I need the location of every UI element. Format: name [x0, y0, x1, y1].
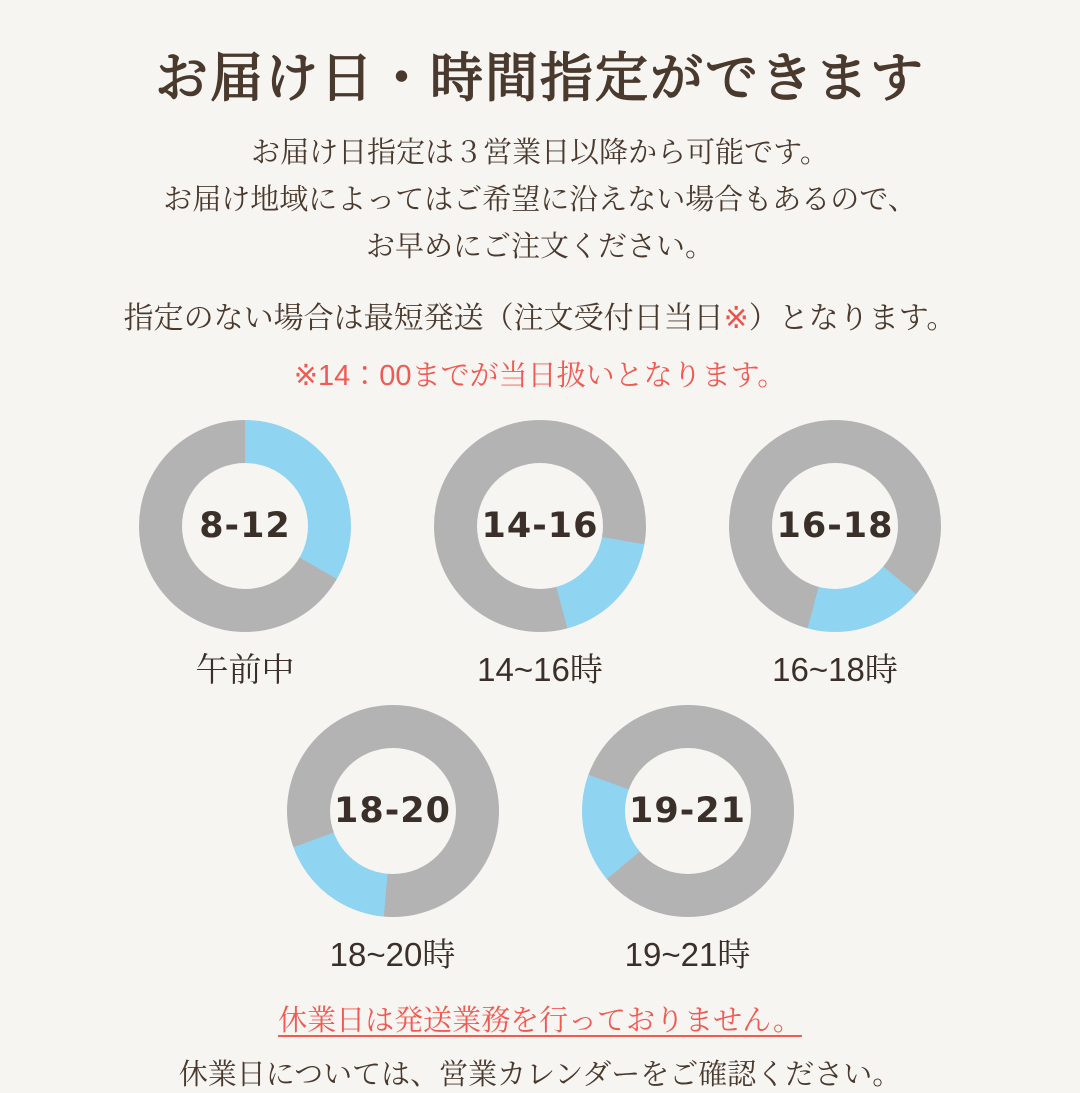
- donut-caption-am: 午前中: [195, 650, 295, 688]
- donut-hole-1618: [772, 463, 898, 589]
- donut-row-1: [138, 420, 943, 691]
- note-main-after: ）となります。: [748, 301, 957, 335]
- lead-line-3: お早めにご注文ください。: [365, 230, 714, 263]
- donut-center-label-1921: 19-21: [629, 790, 746, 831]
- donut-center-label-1820: 18-20: [334, 790, 451, 831]
- donut-item-1618: [728, 420, 943, 691]
- donut-item-1416: [433, 420, 648, 691]
- donut-center-label-1618: 16-18: [776, 505, 894, 546]
- donut-chart-am: [139, 420, 351, 632]
- delivery-time-donut-charts: [40, 420, 1040, 976]
- note-main-before: 指定のない場合は最短発送（注文受付日当日: [123, 301, 724, 335]
- donut-hole-1416: [477, 463, 603, 589]
- page-title: お届け日・時間指定ができます: [155, 49, 925, 108]
- donut-hole-1820: [330, 748, 456, 874]
- donut-chart-1618: [729, 420, 941, 632]
- donut-item-1820: [285, 705, 500, 976]
- lead-line-2: お届け地域によってはご希望に沿えない場合もあるので、: [163, 183, 917, 216]
- donut-caption-1416: 14~16時: [477, 650, 603, 688]
- lead-paragraph: [163, 130, 916, 271]
- donut-chart-1820: [287, 705, 499, 917]
- note-block: [124, 293, 957, 394]
- donut-chart-1416: [434, 420, 646, 632]
- donut-item-1921: [580, 705, 795, 976]
- donut-center-label-am: 8-12: [199, 505, 291, 546]
- lead-line-1: お届け日指定は３営業日以降から可能です。: [251, 137, 829, 169]
- donut-hole-1921: [625, 748, 751, 874]
- footer-notes: [40, 998, 1040, 1093]
- footer-holiday-warning: 休業日は発送業務を行っておりません。: [278, 1004, 802, 1037]
- note-main-text: [124, 293, 957, 337]
- note-asterisk-mark: ※: [723, 301, 749, 335]
- donut-hole-am: [182, 463, 308, 589]
- donut-row-2: [285, 705, 795, 976]
- footer-calendar-note: 休業日については、営業カレンダーをご確認ください。: [178, 1058, 902, 1091]
- donut-caption-1820: 18~20時: [329, 935, 456, 973]
- donut-center-label-1416: 14-16: [481, 505, 599, 546]
- donut-caption-1921: 19~21時: [624, 935, 751, 973]
- note-red-text: ※14：00までが当日扱いとなります。: [293, 359, 787, 392]
- donut-item-am: [138, 420, 353, 691]
- donut-chart-1921: [582, 705, 794, 917]
- donut-caption-1618: 16~18時: [772, 650, 898, 688]
